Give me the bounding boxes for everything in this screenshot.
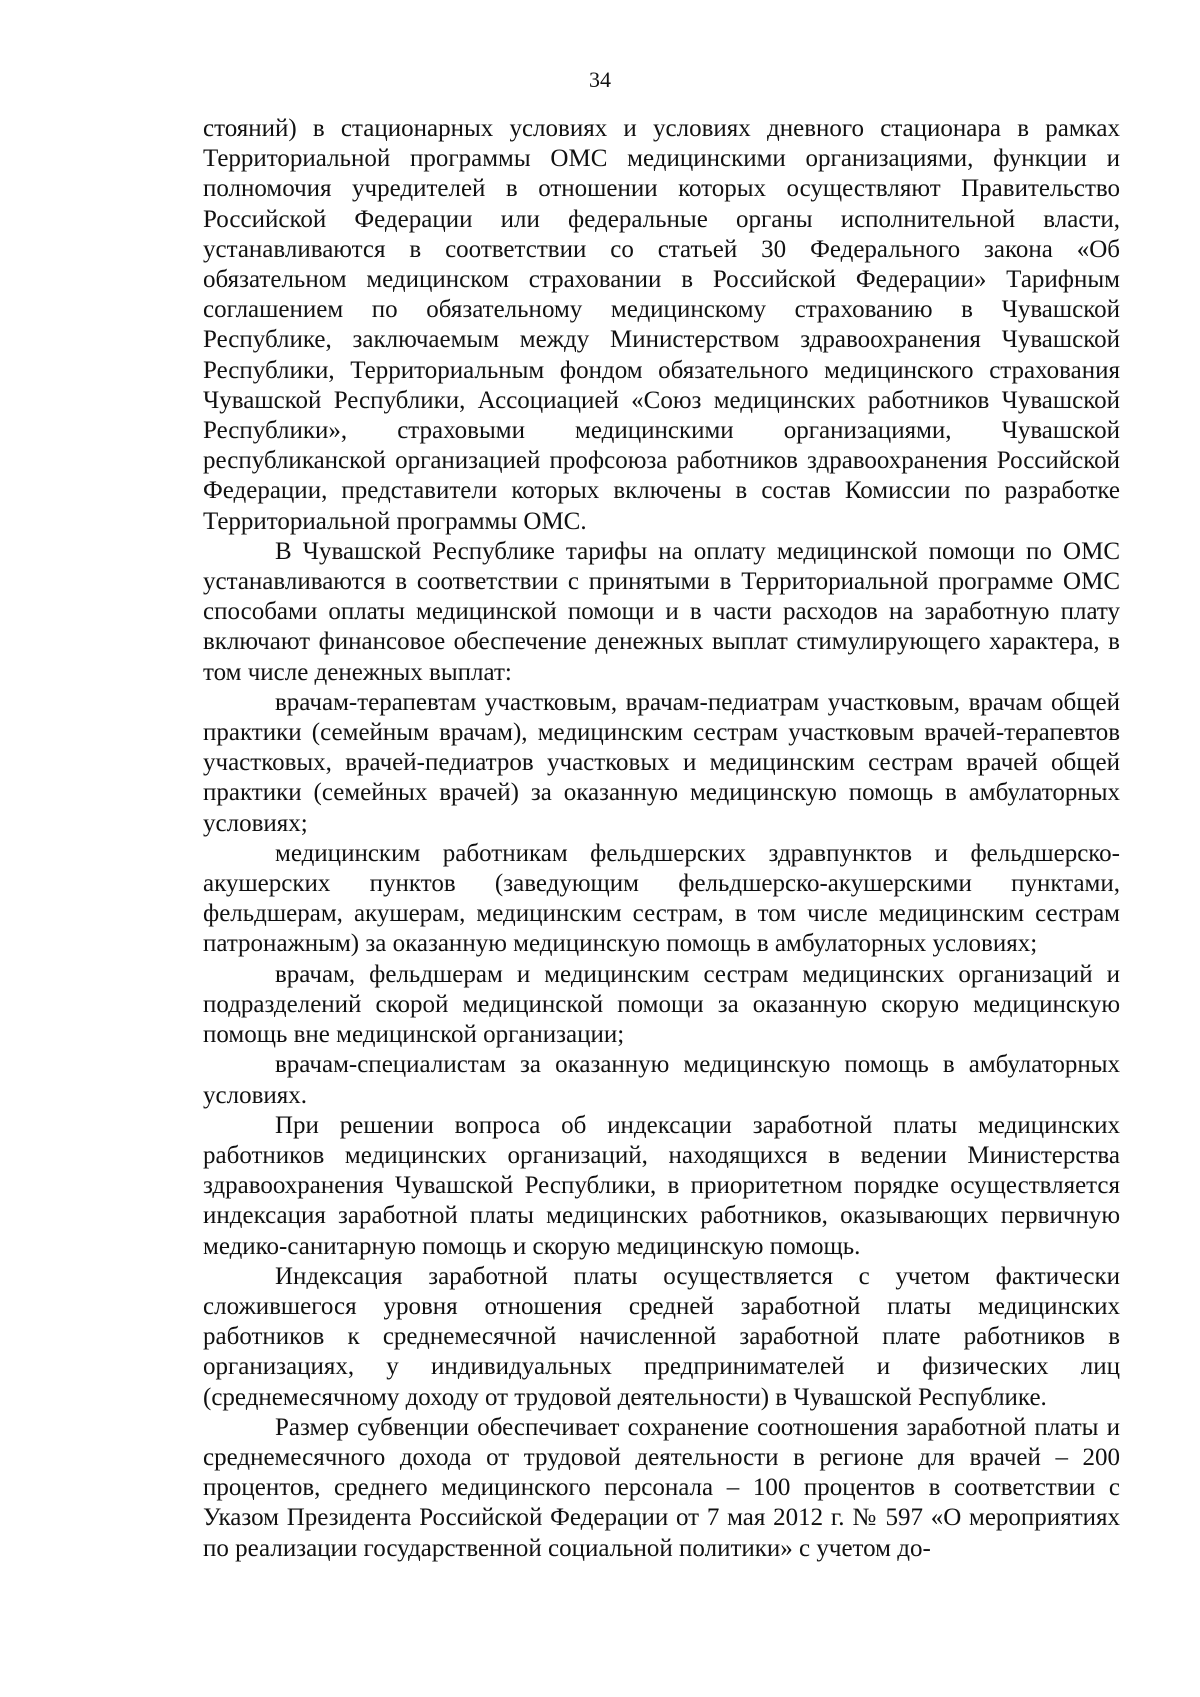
document-body bbox=[203, 114, 1120, 1564]
paragraph-list-item: врачам, фельдшерам и медицинским сестрам медицинских организаций и подразделений скорой медицинской помощи за оказанную скорую медицинскую помощь вне медицинской организации; bbox=[203, 960, 1120, 1049]
paragraph-list-item: врачам-специалистам за оказанную медицинскую помощь в амбулаторных условиях. bbox=[203, 1051, 1120, 1109]
paragraph-list-item: медицинским работникам фельдшерских здравпунктов и фельдшерско-акушерских пунктов (заведующим фельдшерско-акушерскими пунктами, фельдшерам, акушерам, медицинским сестрам, в том числе медицинским сестрам патронажным) за оказанную медицинскую помощь в амбулаторных условиях; bbox=[203, 839, 1120, 958]
paragraph-indexation-priority: При решении вопроса об индексации заработной платы медицинских работников медицинских организаций, находящихся в ведении Министерства здравоохранения Чувашской Республики, в приоритетном порядке осуществляется индексация заработной платы медицинских работников, оказывающих первичную медико-санитарную помощь и скорую медицинскую помощь. bbox=[203, 1111, 1120, 1260]
paragraph-list-item: врачам-терапевтам участковым, врачам-педиатрам участковым, врачам общей практики (семейным врачам), медицинским сестрам участковым врачей-терапевтов участковых, врачей-педиатров участковых и медицинским сестрам врачей общей практики (семейных врачей) за оказанную медицинскую помощь в амбулаторных условиях; bbox=[203, 688, 1120, 837]
page-number: 34 bbox=[589, 67, 611, 92]
paragraph-continuation: стояний) в стационарных условиях и условиях дневного стационара в рамках Территориальной программы ОМС медицинскими организациями, функции и полномочия учредителей в отношении которых осуществляют Правительство Российской Федерации или федеральные органы исполнительной власти, устанавливаются в соответствии со статьей 30 Федерального закона «Об обязательном медицинском страховании в Российской Федерации» Тарифным соглашением по обязательному медицинскому страхованию в Чувашской Республике, заключаемым между Министерством здравоохранения Чувашской Республики, Территориальным фондом обязательного медицинского страхования Чувашской Республики, Ассоциацией «Союз медицинских работников Чувашской Республики», страховыми медицинскими организациями, Чувашской республиканской организацией профсоюза работников здравоохранения Российской Федерации, представители которых включены в состав Комиссии по разработке Территориальной программы ОМС. bbox=[203, 115, 1120, 535]
paragraph-indexation-basis: Индексация заработной платы осуществляется с учетом фактически сложившегося уровня отношения средней заработной платы медицинских работников к среднемесячной начисленной заработной плате работников в организациях, у индивидуальных предпринимателей и физических лиц (среднемесячному доходу от трудовой деятельности) в Чувашской Республике. bbox=[203, 1262, 1120, 1411]
paragraph-tariffs: В Чувашской Республике тарифы на оплату медицинской помощи по ОМС устанавливаются в соответствии с принятыми в Территориальной программе ОМС способами оплаты медицинской помощи и в части расходов на заработную плату включают финансовое обеспечение денежных выплат стимулирующего характера, в том числе денежных выплат: bbox=[203, 537, 1120, 686]
paragraph-subvention: Размер субвенции обеспечивает сохранение соотношения заработной платы и среднемесячного дохода от трудовой деятельности в регионе для врачей – 200 процентов, среднего медицинского персонала – 100 процентов в соответствии с Указом Президента Российской Федерации от 7 мая 2012 г. № 597 «О мероприятиях по реализации государственной социальной политики» с учетом до- bbox=[203, 1413, 1120, 1562]
